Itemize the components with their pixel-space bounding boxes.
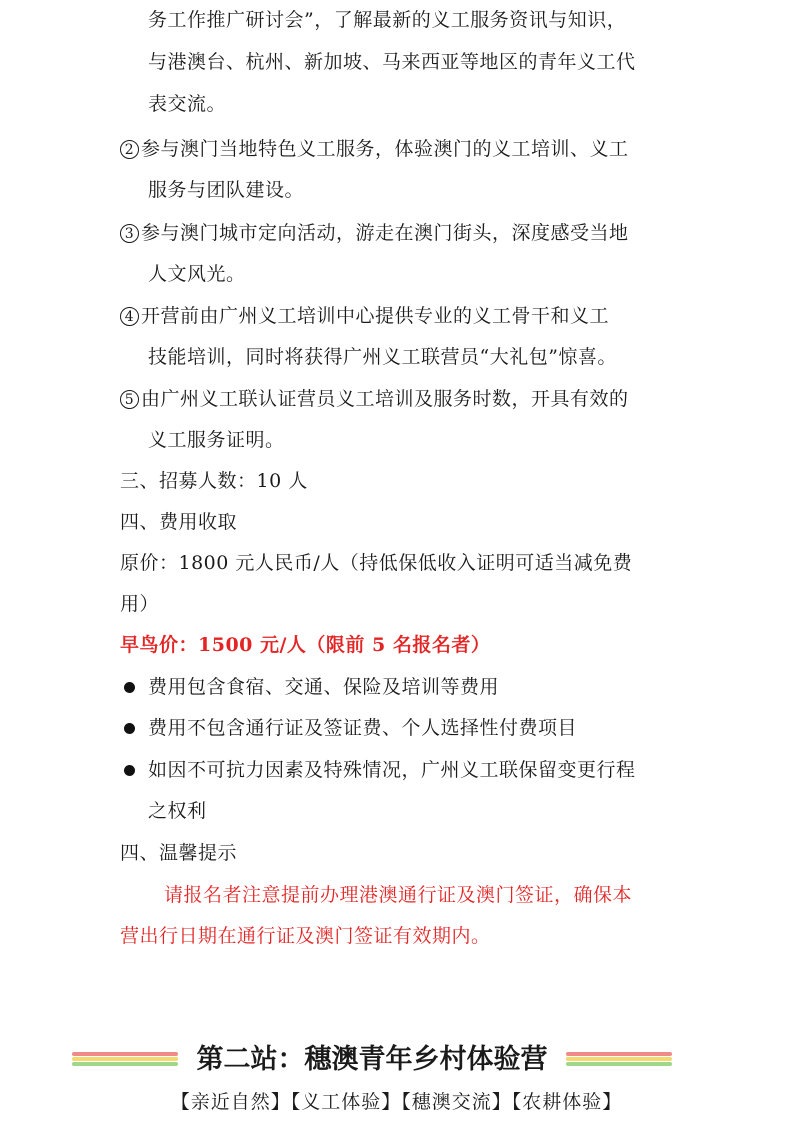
bullet-dot-2 <box>124 723 135 734</box>
bullet-2: 费用不包含通行证及签证费、个人选择性付费项目 <box>148 717 578 739</box>
item1-line1: 务工作推广研讨会”，了解最新的义工服务资讯与知识， <box>148 9 627 31</box>
item2-line2: 服务与团队建设。 <box>148 179 305 201</box>
item2-line1 <box>120 137 629 161</box>
item4-line1 <box>120 304 609 328</box>
bullet-1: 费用包含食宿、交通、保险及培训等费用 <box>148 676 500 698</box>
item5-line1 <box>120 387 629 411</box>
item4-line2: 技能培训，同时将获得广州义工联营员“大礼包”惊喜。 <box>148 346 617 368</box>
price-line1: 原价：1800 元人民币/人（持低保低收入证明可适当减免费 <box>120 552 633 574</box>
item5-text: 由广州义工联认证营员义工培训及服务时数，开具有效的 <box>141 388 629 410</box>
section-tags: 【亲近自然】【义工体验】【穗澳交流】【农耕体验】 <box>170 1091 623 1113</box>
item4-text: 开营前由广州义工培训中心提供专业的义工骨干和义工 <box>141 305 610 327</box>
item2-number: 2 <box>120 140 139 159</box>
item3-line2: 人文风光。 <box>148 263 246 285</box>
price-line2: 用） <box>120 593 160 615</box>
item3-number: 3 <box>120 224 139 243</box>
tips-heading: 四、温馨提示 <box>120 842 238 864</box>
item1-line3: 表交流。 <box>148 93 227 115</box>
section-banner <box>72 1040 672 1080</box>
item2-text: 参与澳门当地特色义工服务，体验澳门的义工培训、义工 <box>141 138 629 160</box>
bullet-3-line2: 之权利 <box>148 800 207 822</box>
tips-line1: 请报名者注意提前办理港澳通行证及澳门签证，确保本 <box>164 884 633 906</box>
banner-stripes-right <box>566 1052 672 1068</box>
item3-text: 参与澳门城市定向活动，游走在澳门街头，深度感受当地 <box>141 222 629 244</box>
item4-number: 4 <box>120 307 139 326</box>
tips-line2: 营出行日期在通行证及澳门签证有效期内。 <box>120 925 491 947</box>
bullet-dot-1 <box>124 682 135 693</box>
bullet-dot-3 <box>124 765 135 776</box>
item5-line2: 义工服务证明。 <box>148 429 285 451</box>
item1-line2: 与港澳台、杭州、新加坡、马来西亚等地区的青年义工代 <box>148 51 636 73</box>
banner-stripes-left <box>72 1052 178 1068</box>
item3-line1 <box>120 221 629 245</box>
fee-heading: 四、费用收取 <box>120 511 238 533</box>
bullet-3-line1: 如因不可抗力因素及特殊情况，广州义工联保留变更行程 <box>148 759 636 781</box>
early-bird-price: 早鸟价：1500 元/人（限前 5 名报名者） <box>120 634 491 656</box>
item5-number: 5 <box>120 390 139 409</box>
section-title: 第二站：穗澳青年乡村体验营 <box>196 1044 548 1075</box>
recruit-count: 三、招募人数：10 人 <box>120 470 308 492</box>
